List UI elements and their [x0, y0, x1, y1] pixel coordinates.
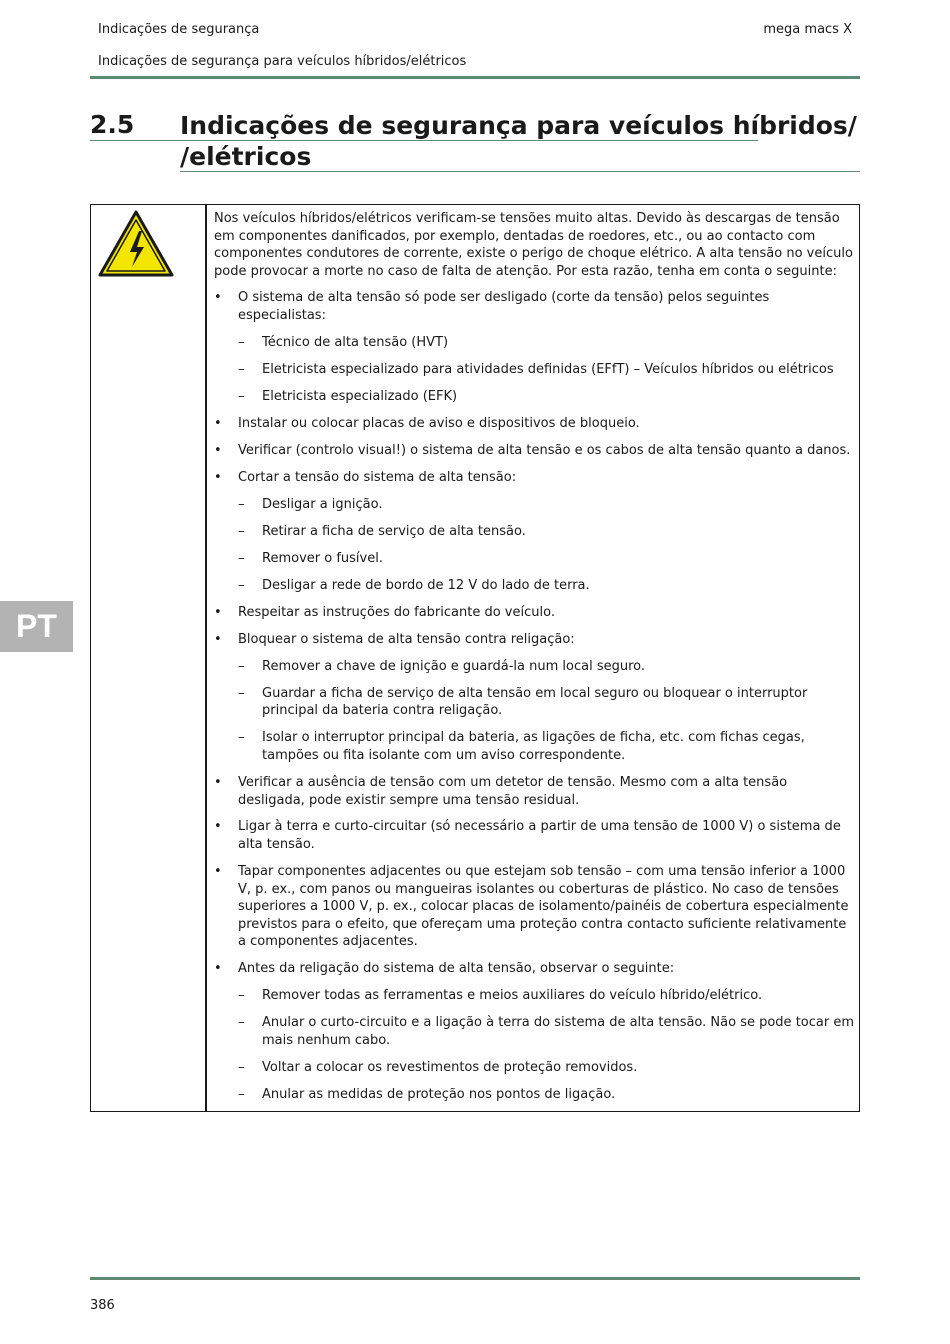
title-underline-1 [90, 140, 758, 141]
safety-sublist [238, 496, 854, 595]
safety-subitem: – Desligar a rede de bordo de 12 V do lado de terra. [238, 577, 854, 595]
safety-item [214, 415, 854, 433]
safety-list [214, 289, 854, 1103]
safety-item-text: Ligar à terra e curto-circuitar (só necessário a partir de uma tensão de 1000 V) o sistema de alta tensão. [238, 819, 841, 853]
safety-item-text: Antes da religação do sistema de alta tensão, observar o seguinte: [238, 961, 675, 977]
header-product: mega macs X [763, 22, 852, 37]
title-underline-2 [180, 171, 860, 172]
warning-intro: Nos veículos híbridos/elétricos verificam-se tensões muito altas. Devido às descargas de tensão em componentes danificados, por exemplo, dentadas de roedores, etc., ou ao contacto com componentes condutores de corrente, existe o perigo de choque elétrico. A alta tensão no veículo pode provocar a morte no caso de falta de atenção. Por esta razão, tenha em conta o seguinte: [214, 211, 853, 279]
box-divider [205, 205, 207, 1111]
safety-item [214, 604, 854, 622]
safety-item-text: Instalar ou colocar placas de aviso e dispositivos de bloqueio. [238, 415, 640, 431]
high-voltage-warning-icon [97, 209, 175, 279]
safety-sublist [238, 987, 854, 1103]
safety-item [214, 863, 854, 951]
safety-item-text: Tapar componentes adjacentes ou que estejam sob tensão – com uma tensão inferior a 1000 V, p. ex., com panos ou mangueiras isolantes ou coberturas de plástico. No caso de tensões superiores a 1000 V, p. ex., colocar placas de isolamento/painéis de cobertura especialmente previstos para o efeito, que ofereçam uma proteção contra contacto suficiente relativamente a componentes adjacentes. [238, 864, 849, 950]
safety-item [214, 774, 854, 809]
safety-item [214, 631, 854, 765]
safety-subitem: – Anular o curto-circuito e a ligação à terra do sistema de alta tensão. Não se pode tocar em mais nenhum cabo. [238, 1014, 854, 1049]
safety-item-text: Cortar a tensão do sistema de alta tensão: [238, 469, 517, 485]
safety-item [214, 289, 854, 405]
safety-sublist [238, 334, 854, 406]
language-tab: PT [0, 601, 73, 652]
safety-item [214, 469, 854, 595]
safety-subitem: – Retirar a ficha de serviço de alta tensão. [238, 523, 854, 541]
safety-item-text: Verificar a ausência de tensão com um detetor de tensão. Mesmo com a alta tensão desligada, pode existir sempre uma tensão residual. [238, 774, 788, 808]
safety-subitem: – Guardar a ficha de serviço de alta tensão em local seguro ou bloquear o interruptor principal da bateria contra religação. [238, 685, 854, 720]
safety-subitem: – Anular as medidas de proteção nos pontos de ligação. [238, 1086, 854, 1104]
safety-subitem: – Eletricista especializado (EFK) [238, 388, 854, 406]
safety-subitem: – Desligar a ignição. [238, 496, 854, 514]
warning-box [90, 204, 860, 1112]
section-title-line2: /elétricos [180, 142, 312, 171]
safety-item [214, 818, 854, 853]
section-title [180, 110, 870, 172]
safety-sublist [238, 658, 854, 765]
header-rule [90, 76, 860, 79]
safety-subitem: – Voltar a colocar os revestimentos de proteção removidos. [238, 1059, 854, 1077]
section-title-line1: Indicações de segurança para veículos híbridos/ [180, 111, 857, 140]
footer-rule [90, 1277, 860, 1280]
warning-content [214, 210, 854, 1113]
header-section: Indicações de segurança para veículos híbridos/elétricos [98, 54, 467, 69]
safety-subitem: – Remover o fusível. [238, 550, 854, 568]
safety-subitem: – Técnico de alta tensão (HVT) [238, 334, 854, 352]
safety-item [214, 442, 854, 460]
safety-item-text: Respeitar as instruções do fabricante do veículo. [238, 604, 555, 620]
safety-item-text: O sistema de alta tensão só pode ser desligado (corte da tensão) pelos seguintes especialistas: [238, 290, 770, 323]
safety-subitem: – Isolar o interruptor principal da bateria, as ligações de ficha, etc. com fichas cegas, tampões ou fita isolante com um aviso correspondente. [238, 729, 854, 764]
header-chapter: Indicações de segurança [98, 22, 260, 37]
page-number: 386 [90, 1298, 115, 1313]
safety-item [214, 960, 854, 1103]
safety-item-text: Verificar (controlo visual!) o sistema de alta tensão e os cabos de alta tensão quanto a danos. [238, 442, 851, 458]
safety-item-text: Bloquear o sistema de alta tensão contra religação: [238, 631, 575, 647]
safety-subitem: – Remover a chave de ignição e guardá-la num local seguro. [238, 658, 854, 676]
safety-subitem: – Eletricista especializado para atividades definidas (EFfT) – Veículos híbridos ou elétricos [238, 361, 854, 379]
safety-subitem: – Remover todas as ferramentas e meios auxiliares do veículo híbrido/elétrico. [238, 987, 854, 1005]
section-number: 2.5 [90, 110, 135, 139]
